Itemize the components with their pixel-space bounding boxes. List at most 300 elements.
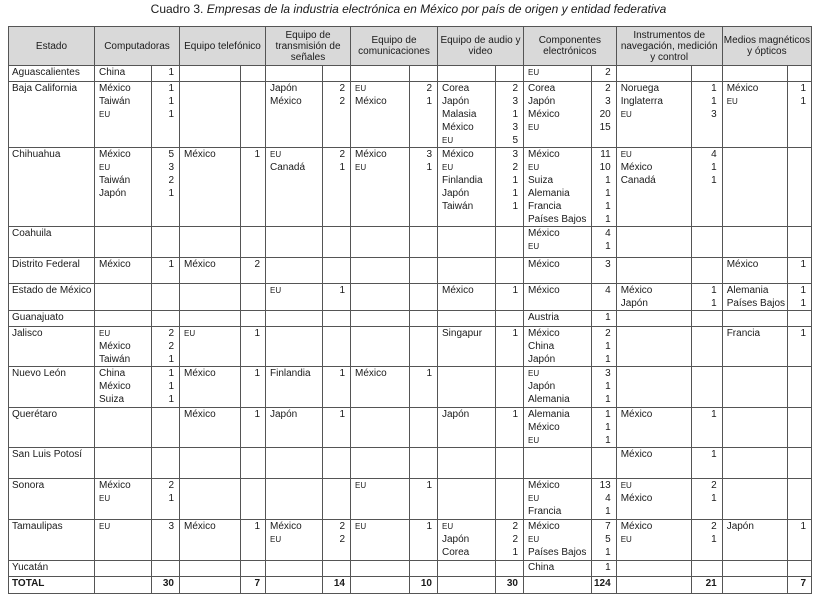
company-count: 2 — [512, 83, 518, 94]
company-count: 1 — [605, 241, 611, 252]
count-cell — [788, 148, 812, 227]
table-row — [9, 311, 812, 327]
caption-title: Empresas de la industria electrónica en México por país de origen y entidad federativa — [206, 2, 667, 16]
country-name: China — [99, 67, 126, 78]
country-cell — [616, 448, 691, 479]
country-cell — [722, 258, 787, 284]
state-cell: Querétaro — [9, 408, 95, 448]
country-name: Francia — [528, 506, 562, 517]
count-cell — [788, 284, 812, 311]
header-equipo-comunicaciones: Equipo de comunicaciones — [351, 27, 438, 66]
country-name: EU — [99, 110, 111, 119]
country-name: Corea — [442, 547, 470, 558]
country-name: México — [184, 149, 216, 160]
count-cell — [323, 311, 351, 327]
country-name: EU — [355, 522, 367, 531]
country-cell — [438, 520, 496, 561]
country-cell — [266, 367, 323, 408]
count-cell — [496, 227, 524, 258]
country-cell — [616, 82, 691, 148]
country-name: EU — [184, 329, 196, 338]
country-cell — [438, 82, 496, 148]
company-count: 2 — [711, 521, 717, 532]
count-cell — [323, 148, 351, 227]
country-name: Alemania — [726, 285, 769, 296]
country-cell — [266, 327, 323, 367]
country-name: Corea — [528, 83, 556, 94]
company-count: 3 — [512, 149, 518, 160]
count-cell — [496, 367, 524, 408]
country-cell — [266, 227, 323, 258]
country-cell — [95, 327, 152, 367]
company-count: 2 — [512, 521, 518, 532]
state-cell: Guanajuato — [9, 311, 95, 327]
country-name: Japón — [442, 96, 470, 107]
count-cell — [788, 561, 812, 577]
country-name: Países Bajos — [528, 214, 587, 225]
company-count: 2 — [605, 67, 611, 78]
company-count: 4 — [605, 285, 611, 296]
country-name: Japón — [270, 83, 298, 94]
country-name: México — [620, 409, 653, 420]
company-count: 1 — [800, 96, 807, 107]
country-name: México — [99, 259, 131, 270]
company-count: 1 — [711, 298, 717, 309]
total-value: 124 — [592, 577, 617, 594]
company-count: 1 — [711, 96, 717, 107]
country-cell — [524, 408, 592, 448]
header-instrumentos: Instrumentos de navegación, medición y control — [616, 27, 722, 66]
table-row — [9, 227, 812, 258]
country-name: Corea — [442, 83, 470, 94]
country-name: México — [442, 285, 474, 296]
count-cell — [691, 82, 722, 148]
company-count: 11 — [600, 149, 611, 160]
country-name: Taiwán — [99, 354, 131, 365]
country-cell — [266, 520, 323, 561]
count-cell — [496, 82, 524, 148]
country-cell — [95, 561, 152, 577]
count-cell — [323, 479, 351, 520]
total-value: 30 — [152, 577, 180, 594]
country-name: EU — [528, 436, 540, 445]
country-name: Francia — [528, 201, 562, 212]
count-cell — [788, 82, 812, 148]
country-name: México — [620, 449, 653, 460]
count-cell — [241, 327, 266, 367]
country-cell — [266, 561, 323, 577]
company-count: 1 — [168, 354, 174, 365]
country-cell — [266, 311, 323, 327]
count-cell — [152, 561, 180, 577]
country-name: México — [355, 149, 387, 160]
state-cell: Yucatán — [9, 561, 95, 577]
count-cell — [152, 479, 180, 520]
country-cell — [524, 258, 592, 284]
country-name: EU — [528, 494, 540, 503]
country-cell — [722, 367, 787, 408]
total-value: 14 — [323, 577, 351, 594]
caption-label: Cuadro 3. — [150, 2, 204, 16]
company-count: 1 — [711, 409, 717, 420]
country-name: Japón — [528, 381, 556, 392]
country-name: Francia — [726, 328, 761, 339]
country-cell — [266, 284, 323, 311]
count-cell — [410, 367, 438, 408]
count-cell — [323, 408, 351, 448]
count-cell — [496, 479, 524, 520]
company-count: 4 — [605, 228, 611, 239]
country-name: EU — [528, 68, 540, 77]
company-count: 1 — [512, 109, 518, 120]
country-name: Malasia — [442, 109, 477, 120]
table-row — [9, 284, 812, 311]
company-count: 1 — [711, 83, 717, 94]
country-name: Países Bajos — [528, 547, 587, 558]
country-name: EU — [620, 481, 632, 490]
company-count: 1 — [254, 409, 260, 420]
table-row — [9, 66, 812, 82]
country-name: Japón — [442, 534, 470, 545]
country-cell — [722, 148, 787, 227]
country-name: Japón — [726, 521, 754, 532]
count-cell — [788, 367, 812, 408]
country-name: México — [184, 368, 216, 379]
state-cell: Aguascalientes — [9, 66, 95, 82]
country-cell — [180, 327, 241, 367]
country-name: Inglaterra — [620, 96, 663, 107]
country-cell — [95, 227, 152, 258]
count-cell — [241, 148, 266, 227]
count-cell — [691, 284, 722, 311]
country-name: México — [528, 228, 560, 239]
country-cell — [438, 148, 496, 227]
company-count: 1 — [168, 259, 174, 270]
country-name: Japón — [270, 409, 298, 420]
country-cell — [351, 148, 410, 227]
country-name: EU — [620, 150, 632, 159]
country-name: México — [99, 83, 131, 94]
company-count: 1 — [605, 562, 611, 573]
count-cell — [496, 520, 524, 561]
count-cell — [691, 479, 722, 520]
count-cell — [592, 284, 617, 311]
country-name: EU — [442, 522, 454, 531]
company-count: 3 — [711, 109, 717, 120]
company-count: 1 — [800, 83, 807, 94]
country-cell — [722, 520, 787, 561]
country-cell — [351, 520, 410, 561]
country-name: Japón — [620, 298, 648, 309]
country-name: EU — [99, 329, 111, 338]
count-cell — [152, 284, 180, 311]
total-value: 10 — [410, 577, 438, 594]
company-count: 3 — [512, 122, 518, 133]
count-cell — [323, 66, 351, 82]
company-count: 1 — [168, 109, 174, 120]
count-cell — [241, 258, 266, 284]
company-count: 1 — [339, 162, 345, 173]
company-count: 2 — [339, 534, 345, 545]
company-count: 2 — [711, 480, 717, 491]
table-row — [9, 258, 812, 284]
table-row — [9, 327, 812, 367]
count-cell — [788, 227, 812, 258]
company-count: 1 — [711, 162, 717, 173]
country-cell — [722, 448, 787, 479]
country-cell — [180, 82, 241, 148]
country-cell — [95, 82, 152, 148]
count-cell — [496, 327, 524, 367]
company-count: 1 — [254, 149, 260, 160]
country-name: México — [184, 409, 216, 420]
country-name: México — [620, 521, 653, 532]
country-name: EU — [528, 369, 540, 378]
header-row — [9, 27, 812, 66]
company-count: 2 — [254, 259, 260, 270]
country-cell — [524, 227, 592, 258]
country-cell — [524, 520, 592, 561]
company-count: 1 — [512, 285, 518, 296]
country-name: México — [726, 83, 759, 94]
count-cell — [410, 561, 438, 577]
count-cell — [152, 367, 180, 408]
country-cell — [438, 561, 496, 577]
state-cell: Baja California — [9, 82, 95, 148]
country-name: Taiwán — [99, 175, 131, 186]
company-count: 1 — [339, 409, 345, 420]
company-count: 1 — [711, 449, 717, 460]
company-count: 2 — [168, 175, 174, 186]
total-value: 7 — [788, 577, 812, 594]
country-name: EU — [442, 163, 454, 172]
country-cell — [722, 66, 787, 82]
company-count: 1 — [800, 285, 807, 296]
company-count: 2 — [605, 328, 611, 339]
count-cell — [788, 66, 812, 82]
company-count: 3 — [426, 149, 432, 160]
count-cell — [410, 227, 438, 258]
country-cell — [524, 561, 592, 577]
country-cell — [438, 479, 496, 520]
company-count: 1 — [800, 259, 807, 270]
company-count: 2 — [339, 83, 345, 94]
company-count: 10 — [599, 162, 611, 173]
country-name: México — [620, 493, 653, 504]
country-cell — [524, 311, 592, 327]
count-cell — [788, 327, 812, 367]
country-cell — [266, 66, 323, 82]
company-count: 1 — [168, 394, 174, 405]
count-cell — [410, 327, 438, 367]
country-name: EU — [528, 535, 540, 544]
country-name: México — [528, 480, 560, 491]
table-row — [9, 82, 812, 148]
company-count: 1 — [605, 201, 611, 212]
company-count: 1 — [800, 328, 807, 339]
country-name: Japón — [442, 409, 470, 420]
data-table — [8, 26, 812, 594]
country-name: México — [99, 480, 131, 491]
company-count: 1 — [605, 409, 611, 420]
country-name: México — [442, 122, 474, 133]
company-count: 1 — [711, 285, 717, 296]
company-count: 1 — [711, 534, 717, 545]
company-count: 1 — [168, 96, 174, 107]
country-name: Alemania — [528, 409, 570, 420]
company-count: 1 — [426, 96, 432, 107]
country-cell — [180, 311, 241, 327]
country-cell — [266, 479, 323, 520]
country-cell — [351, 561, 410, 577]
country-name: EU — [355, 163, 367, 172]
count-cell — [788, 479, 812, 520]
count-cell — [323, 327, 351, 367]
country-name: EU — [620, 110, 632, 119]
country-cell — [351, 258, 410, 284]
count-cell — [152, 66, 180, 82]
country-cell — [180, 148, 241, 227]
country-cell — [95, 66, 152, 82]
company-count: 5 — [512, 135, 518, 146]
count-cell — [496, 408, 524, 448]
company-count: 1 — [254, 368, 260, 379]
company-count: 1 — [605, 547, 611, 558]
company-count: 1 — [426, 521, 432, 532]
company-count: 1 — [168, 67, 174, 78]
country-cell — [180, 367, 241, 408]
country-name: EU — [726, 97, 738, 106]
total-label: TOTAL — [9, 577, 95, 594]
country-cell — [351, 284, 410, 311]
country-name: Singapur — [442, 328, 483, 339]
company-count: 1 — [711, 175, 717, 186]
country-cell — [438, 258, 496, 284]
company-count: 2 — [512, 534, 518, 545]
count-cell — [152, 448, 180, 479]
country-cell — [616, 479, 691, 520]
count-cell — [152, 520, 180, 561]
country-cell — [438, 448, 496, 479]
country-cell — [616, 258, 691, 284]
company-count: 1 — [605, 312, 611, 323]
company-count: 1 — [168, 368, 174, 379]
header-medios: Medios magnéticos y ópticos — [722, 27, 811, 66]
country-cell — [616, 367, 691, 408]
company-count: 3 — [605, 96, 611, 107]
count-cell — [241, 227, 266, 258]
company-count: 1 — [605, 354, 611, 365]
country-cell — [351, 448, 410, 479]
country-name: Alemania — [528, 188, 570, 199]
count-cell — [241, 311, 266, 327]
country-cell — [180, 520, 241, 561]
company-count: 3 — [168, 521, 174, 532]
country-name: EU — [355, 481, 367, 490]
company-count: 1 — [512, 547, 518, 558]
company-count: 1 — [254, 328, 260, 339]
company-count: 1 — [605, 435, 611, 446]
country-name: México — [726, 259, 759, 270]
country-cell — [95, 479, 152, 520]
country-cell — [95, 448, 152, 479]
count-cell — [592, 448, 617, 479]
count-cell — [410, 66, 438, 82]
company-count: 2 — [168, 328, 174, 339]
total-row — [9, 577, 812, 594]
table-row — [9, 148, 812, 227]
company-count: 2 — [426, 83, 432, 94]
country-cell — [180, 408, 241, 448]
count-cell — [410, 408, 438, 448]
company-count: 2 — [339, 149, 345, 160]
company-count: 1 — [512, 188, 518, 199]
count-cell — [592, 520, 617, 561]
country-name: EU — [355, 84, 367, 93]
country-name: Japón — [528, 354, 556, 365]
country-cell — [616, 148, 691, 227]
count-cell — [410, 479, 438, 520]
total-value: 30 — [496, 577, 524, 594]
company-count: 20 — [599, 109, 611, 120]
country-cell — [616, 311, 691, 327]
company-count: 1 — [800, 521, 807, 532]
country-cell — [95, 284, 152, 311]
company-count: 1 — [426, 480, 432, 491]
country-name: México — [528, 109, 560, 120]
count-cell — [592, 367, 617, 408]
country-name: Suiza — [528, 175, 554, 186]
count-cell — [592, 561, 617, 577]
state-cell: Estado de México — [9, 284, 95, 311]
company-count: 1 — [512, 409, 518, 420]
company-count: 1 — [605, 214, 611, 225]
country-cell — [180, 66, 241, 82]
count-cell — [152, 327, 180, 367]
count-cell — [691, 367, 722, 408]
country-name: Canadá — [620, 175, 656, 186]
count-cell — [496, 561, 524, 577]
count-cell — [691, 327, 722, 367]
header-equipo-telefonico: Equipo telefónico — [180, 27, 266, 66]
header-equipo-audio-video: Equipo de audio y video — [438, 27, 524, 66]
company-count: 1 — [168, 493, 174, 504]
count-cell — [241, 520, 266, 561]
country-cell — [722, 284, 787, 311]
country-name: Japón — [528, 96, 556, 107]
total-value: 7 — [241, 577, 266, 594]
country-name: EU — [620, 535, 632, 544]
country-name: Alemania — [528, 394, 570, 405]
count-cell — [323, 82, 351, 148]
company-count: 1 — [800, 298, 807, 309]
table-row — [9, 520, 812, 561]
country-cell — [616, 408, 691, 448]
table-row — [9, 367, 812, 408]
country-name: Noruega — [620, 83, 660, 94]
country-name: China — [99, 368, 126, 379]
country-cell — [438, 408, 496, 448]
count-cell — [592, 227, 617, 258]
country-cell — [95, 148, 152, 227]
country-cell — [438, 66, 496, 82]
company-count: 1 — [512, 328, 518, 339]
country-cell — [266, 148, 323, 227]
count-cell — [410, 284, 438, 311]
count-cell — [496, 448, 524, 479]
company-count: 13 — [599, 480, 611, 491]
company-count: 1 — [254, 521, 260, 532]
